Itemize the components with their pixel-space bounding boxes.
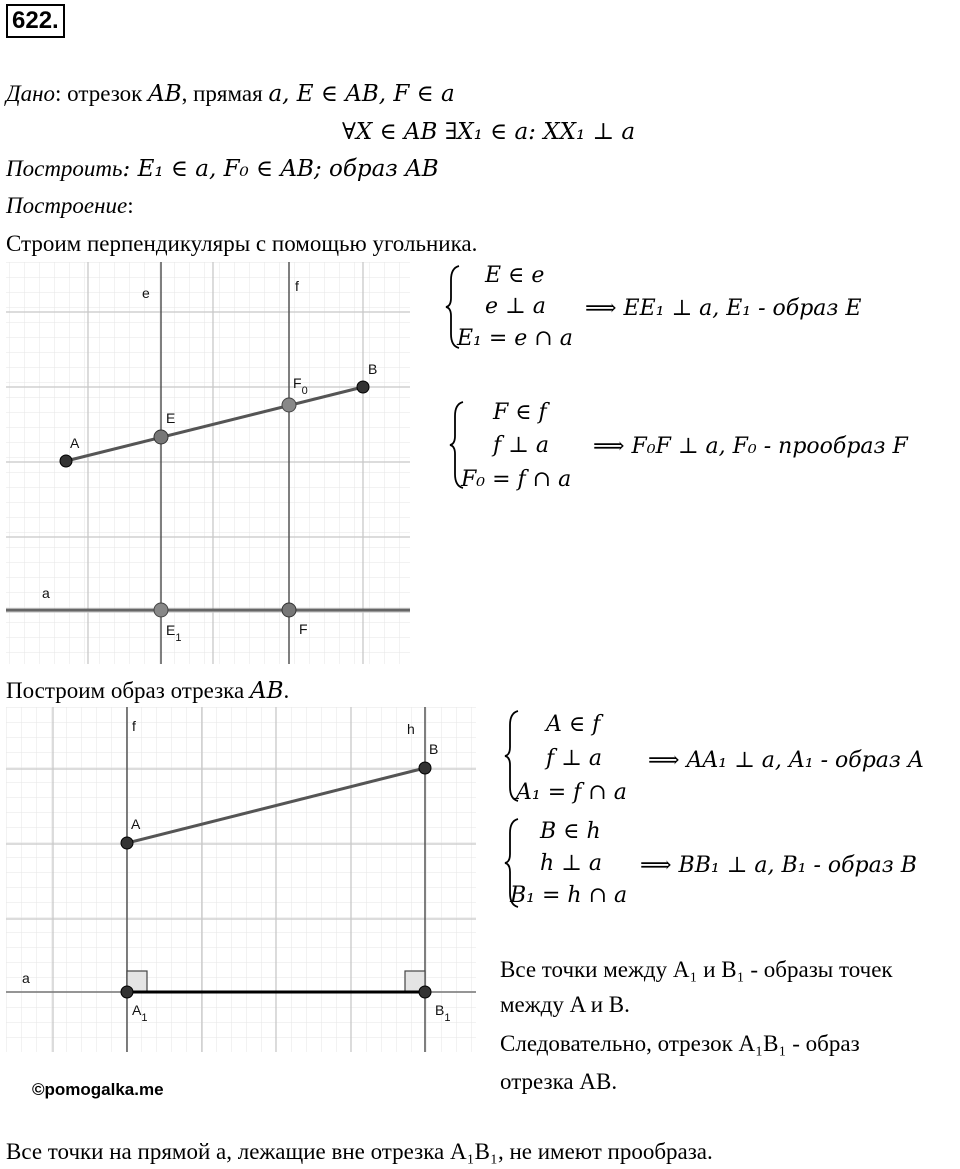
grid-minor-2	[6, 707, 476, 1052]
point-a1	[121, 986, 133, 998]
construct-label: Построить	[6, 156, 123, 181]
label-a1-main: A	[132, 1002, 142, 1018]
given-quantifier: ∀X ∈ AB ∃X₁ ∈ a: XX₁ ⊥ a	[342, 119, 636, 145]
step2-text: Построим образ отрезка	[6, 678, 250, 703]
point-a	[60, 455, 72, 467]
system-1-l2: e ⊥ a	[485, 294, 546, 319]
construction-colon: :	[127, 193, 134, 218]
system-4-l3: B₁ = h ∩ a	[510, 883, 628, 908]
final-statement: Все точки на прямой a, лежащие вне отрезка A₁B₁, не имеют прообраза.	[6, 1139, 713, 1164]
step1-text: Строим перпендикуляры с помощью угольника.	[6, 231, 478, 256]
system-2	[445, 398, 955, 493]
label-f0-sub: 0	[301, 385, 308, 397]
copyright-watermark: ©pomogalka.me	[32, 1080, 164, 1099]
label-a-line-2: a	[22, 970, 30, 986]
label-b1-main: B	[435, 1002, 445, 1018]
system-3-l1: A ∈ f	[546, 712, 601, 737]
point-f0	[282, 398, 296, 412]
label-a-point: A	[70, 435, 80, 451]
conclusion-l1: Все точки между A₁ и B₁ - образы точек	[500, 957, 893, 982]
given-a: a	[268, 81, 283, 107]
given-ab: AB	[148, 81, 182, 107]
system-1-rhs: ⟹ EE₁ ⊥ a, E₁ - образ E	[585, 296, 862, 321]
system-4-l2: h ⊥ a	[540, 851, 602, 876]
label-e-line: e	[142, 285, 150, 301]
system-2-rhs: ⟹ F₀F ⊥ a, F₀ - прообраз F	[593, 434, 908, 459]
system-1-l3: E₁ = e ∩ a	[457, 326, 573, 351]
step2-ab: AB	[249, 678, 284, 704]
construction-heading	[6, 192, 134, 220]
system-3	[500, 707, 955, 805]
given-text: : отрезок	[55, 81, 149, 106]
label-f-point: F	[299, 621, 308, 637]
system-2-l1: F ∈ f	[493, 400, 547, 425]
label-f-line: f	[295, 278, 299, 294]
label-b-point: B	[368, 361, 378, 377]
label-f-line-2: f	[132, 718, 136, 734]
system-3-l2: f ⊥ a	[546, 746, 602, 771]
conclusion-l2: между A и B.	[500, 992, 630, 1017]
point-b-2	[419, 762, 431, 774]
system-4-l1: B ∈ h	[540, 819, 601, 844]
step2-end: .	[283, 678, 290, 703]
system-2-l2: f ⊥ a	[493, 433, 549, 458]
system-4	[500, 815, 955, 911]
given-text2: , прямая	[181, 81, 269, 106]
construct-ab: AB	[405, 156, 439, 182]
conclusion-l4: отрезка AB.	[500, 1069, 618, 1094]
label-b-point-2: B	[429, 741, 439, 757]
figure-2	[6, 707, 476, 1052]
conclusion-l3: Следовательно, отрезок A₁B₁ - образ	[500, 1031, 860, 1056]
label-b1-sub: 1	[444, 1012, 451, 1024]
step2-line	[6, 677, 289, 705]
label-e-point: E	[166, 410, 176, 426]
label-a1-sub: 1	[141, 1012, 148, 1024]
label-f0-main: F	[293, 375, 302, 391]
label-e1-sub: 1	[175, 632, 182, 644]
point-b1	[419, 986, 431, 998]
system-3-l3: A₁ = f ∩ a	[516, 780, 627, 805]
point-a-2	[121, 837, 133, 849]
point-e1	[154, 603, 168, 617]
label-a-point-2: A	[131, 816, 141, 832]
label-h-line: h	[407, 721, 415, 737]
system-1-l1: E ∈ e	[485, 263, 545, 288]
construct-line	[6, 155, 439, 183]
label-a-line: a	[42, 585, 50, 601]
point-e	[154, 430, 168, 444]
system-4-rhs: ⟹ BB₁ ⊥ a, B₁ - образ B	[640, 853, 917, 878]
system-2-l3: F₀ = f ∩ a	[461, 467, 572, 492]
point-f	[282, 603, 296, 617]
given-rest: , E ∈ AB, F ∈ a	[282, 81, 455, 107]
label-e1-main: E	[166, 622, 176, 638]
given-line	[6, 80, 455, 108]
construction-label: Построение	[6, 193, 128, 218]
problem-number: 622.	[6, 4, 65, 38]
system-3-rhs: ⟹ AA₁ ⊥ a, A₁ - образ A	[648, 748, 924, 773]
given-label: Дано	[6, 81, 56, 106]
point-b	[357, 381, 369, 393]
construct-text: : E₁ ∈ a, F₀ ∈ AB; образ	[122, 156, 406, 182]
figure-1	[6, 262, 410, 664]
system-1	[445, 262, 945, 352]
